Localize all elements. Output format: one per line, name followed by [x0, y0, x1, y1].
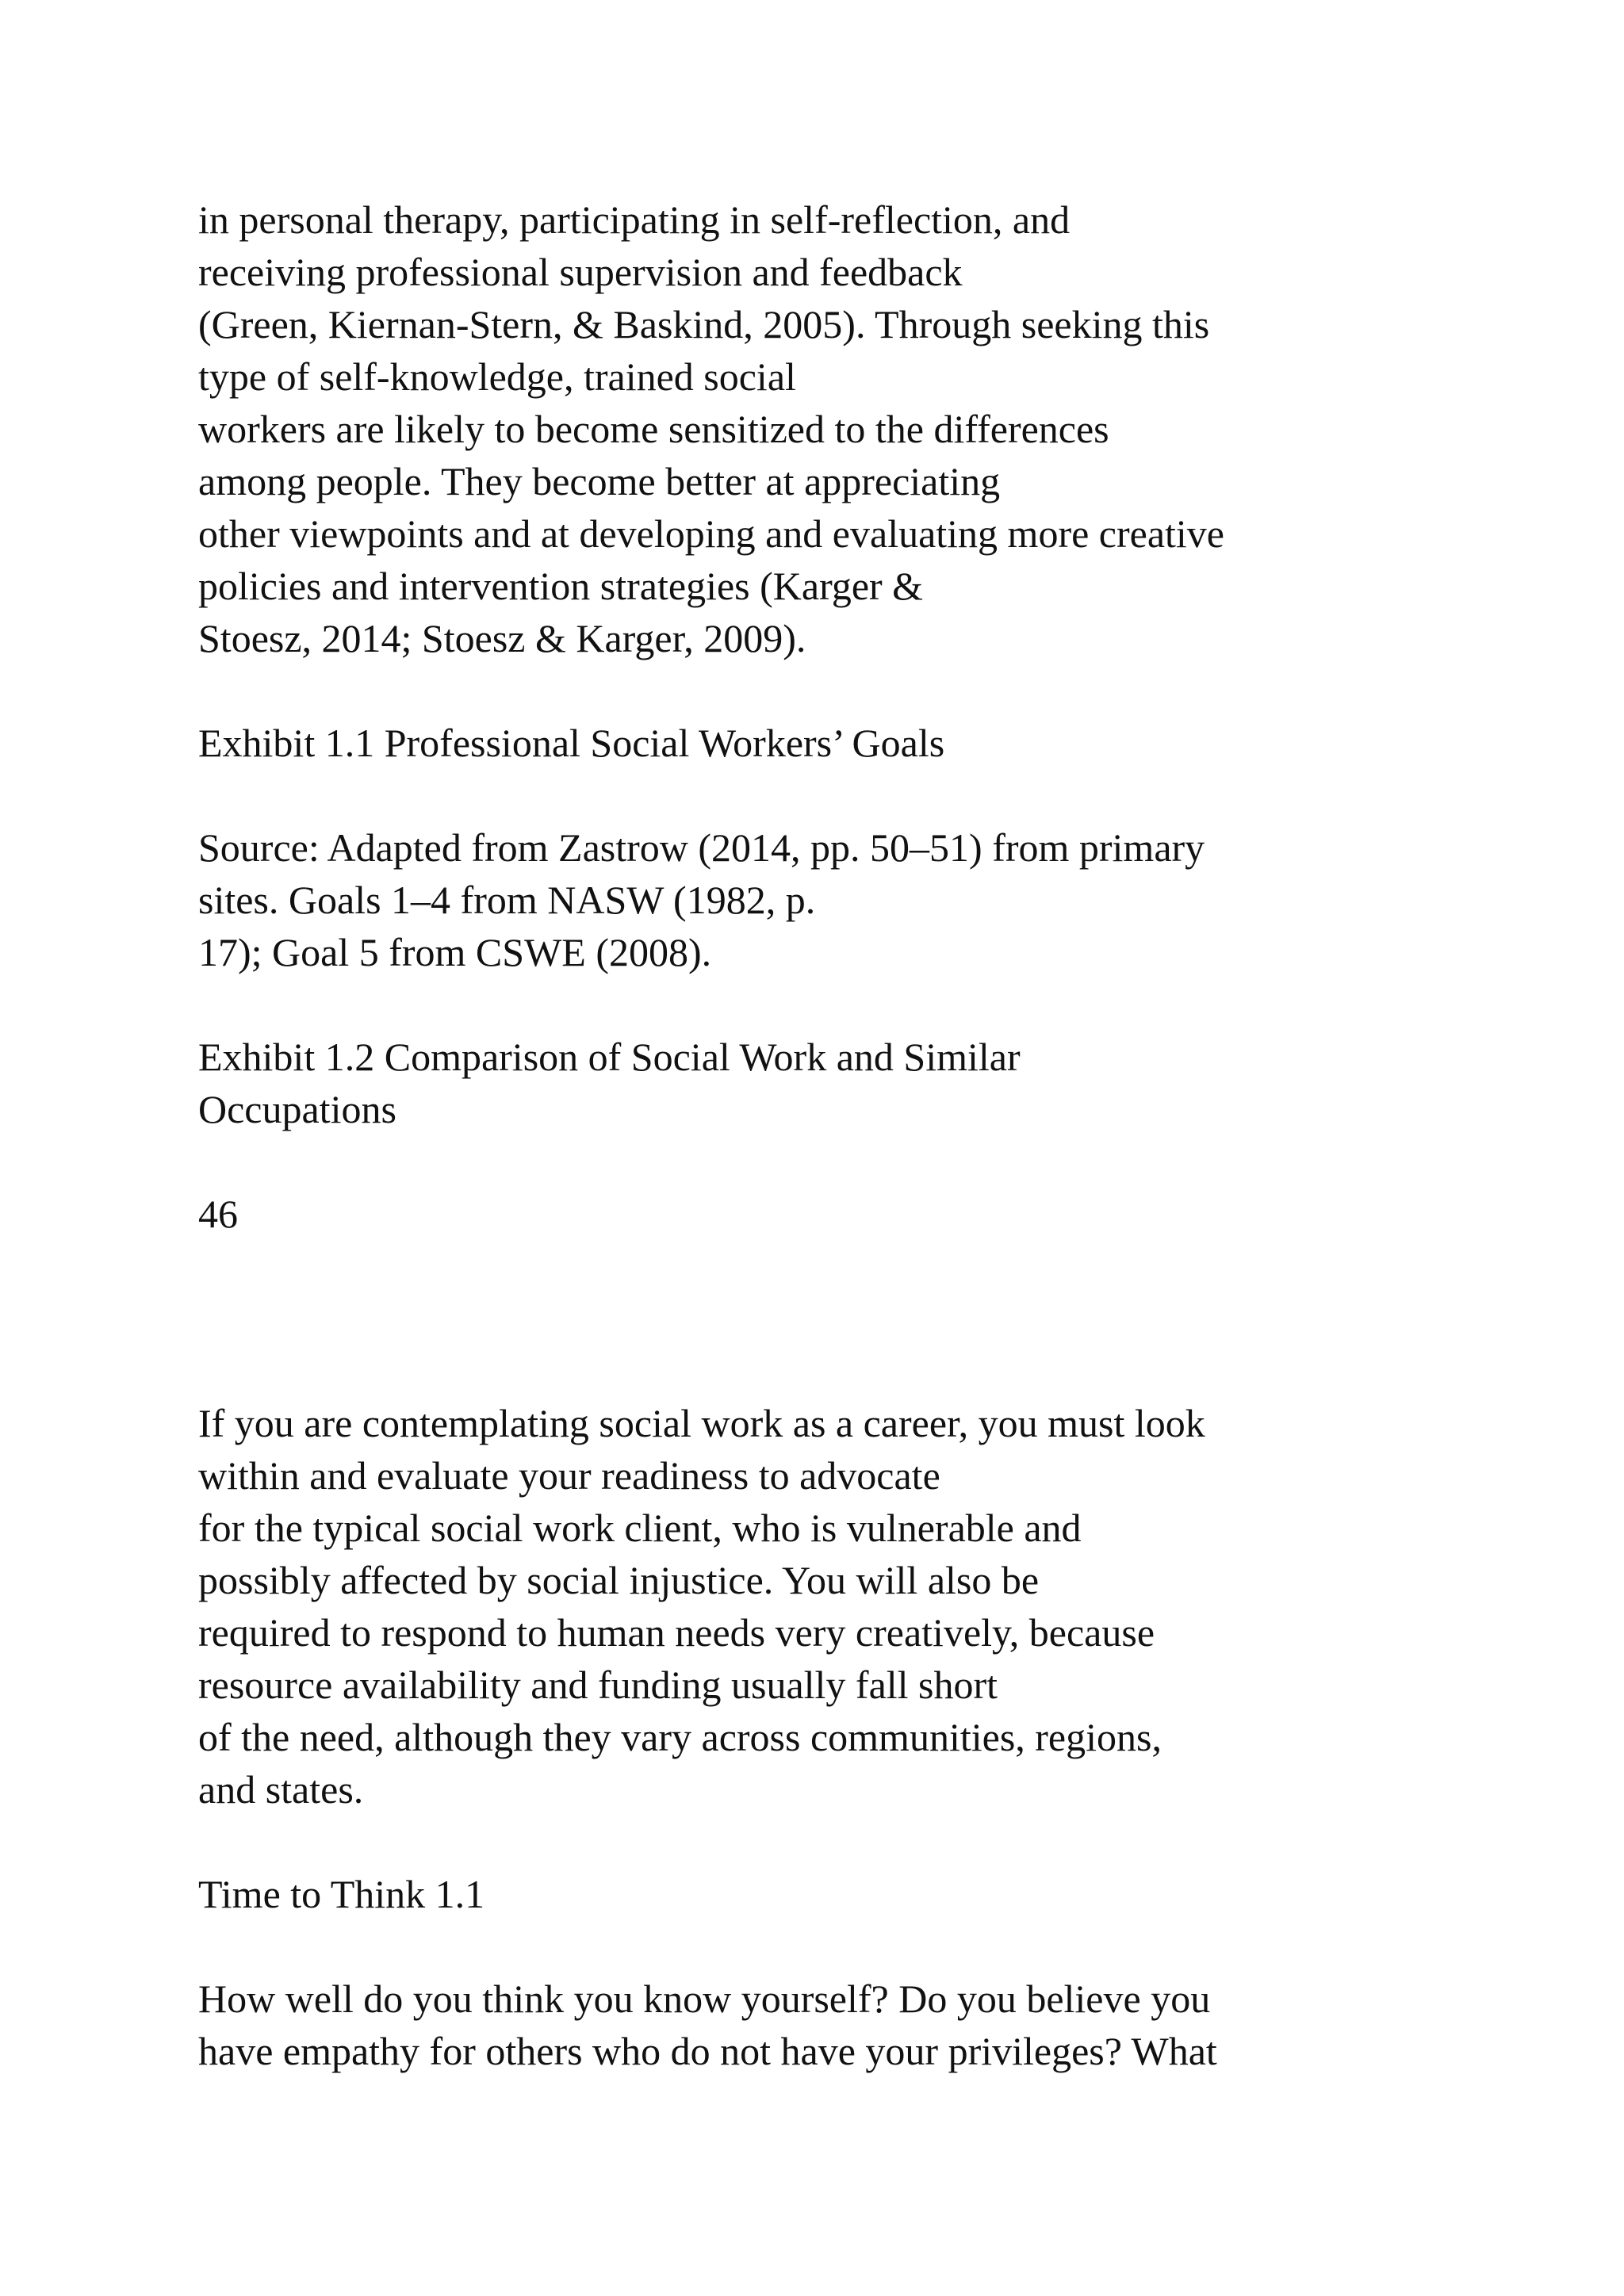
text-line: type of self-knowledge, trained social [198, 354, 796, 399]
section-heading: Time to Think 1.1 [198, 1872, 485, 1916]
text-line: Stoesz, 2014; Stoesz & Karger, 2009). [198, 616, 806, 660]
text-line: receiving professional supervision and feedback [198, 250, 963, 294]
text-line: 17); Goal 5 from CSWE (2008). [198, 930, 712, 974]
text-line: for the typical social work client, who is vulnerable and [198, 1506, 1082, 1550]
text-line: other viewpoints and at developing and evaluating more creative [198, 511, 1224, 556]
page-number [198, 1188, 1507, 1240]
paragraph-self-knowledge [198, 193, 1507, 664]
exhibit-title-line: Exhibit 1.1 Professional Social Workers’ Goals [198, 721, 945, 765]
exhibit-title-line: Occupations [198, 1087, 396, 1131]
text-line: and states. [198, 1767, 364, 1812]
text-line: workers are likely to become sensitized to the differences [198, 407, 1109, 451]
text-line: within and evaluate your readiness to advocate [198, 1453, 940, 1498]
exhibit-1-2-title [198, 1031, 1507, 1135]
text-line: policies and intervention strategies (Karger & [198, 564, 924, 608]
text-line: (Green, Kiernan-Stern, & Baskind, 2005). Through seeking this [198, 302, 1210, 346]
text-line: among people. They become better at appreciating [198, 459, 1001, 503]
text-line: Source: Adapted from Zastrow (2014, pp. 50–51) from primary [198, 825, 1205, 870]
paragraph-time-to-think [198, 1973, 1507, 2077]
text-line: resource availability and funding usually fall short [198, 1663, 998, 1707]
paragraph-social-work-career [198, 1397, 1507, 1816]
text-line: of the need, although they vary across communities, regions, [198, 1715, 1162, 1759]
text-line: How well do you think you know yourself? Do you believe you [198, 1976, 1211, 2021]
time-to-think-heading [198, 1868, 1507, 1920]
text-line: sites. Goals 1–4 from NASW (1982, p. [198, 878, 816, 922]
text-line: in personal therapy, participating in self-reflection, and [198, 197, 1071, 242]
text-line: required to respond to human needs very creatively, because [198, 1610, 1155, 1655]
exhibit-title-line: Exhibit 1.2 Comparison of Social Work and Similar [198, 1035, 1021, 1079]
text-line: possibly affected by social injustice. You will also be [198, 1558, 1040, 1602]
text-line: If you are contemplating social work as a career, you must look [198, 1401, 1205, 1445]
page-number-text: 46 [198, 1192, 238, 1236]
exhibit-1-1-title [198, 717, 1507, 769]
text-line: have empathy for others who do not have your privileges? What [198, 2029, 1217, 2073]
source-note [198, 821, 1507, 978]
